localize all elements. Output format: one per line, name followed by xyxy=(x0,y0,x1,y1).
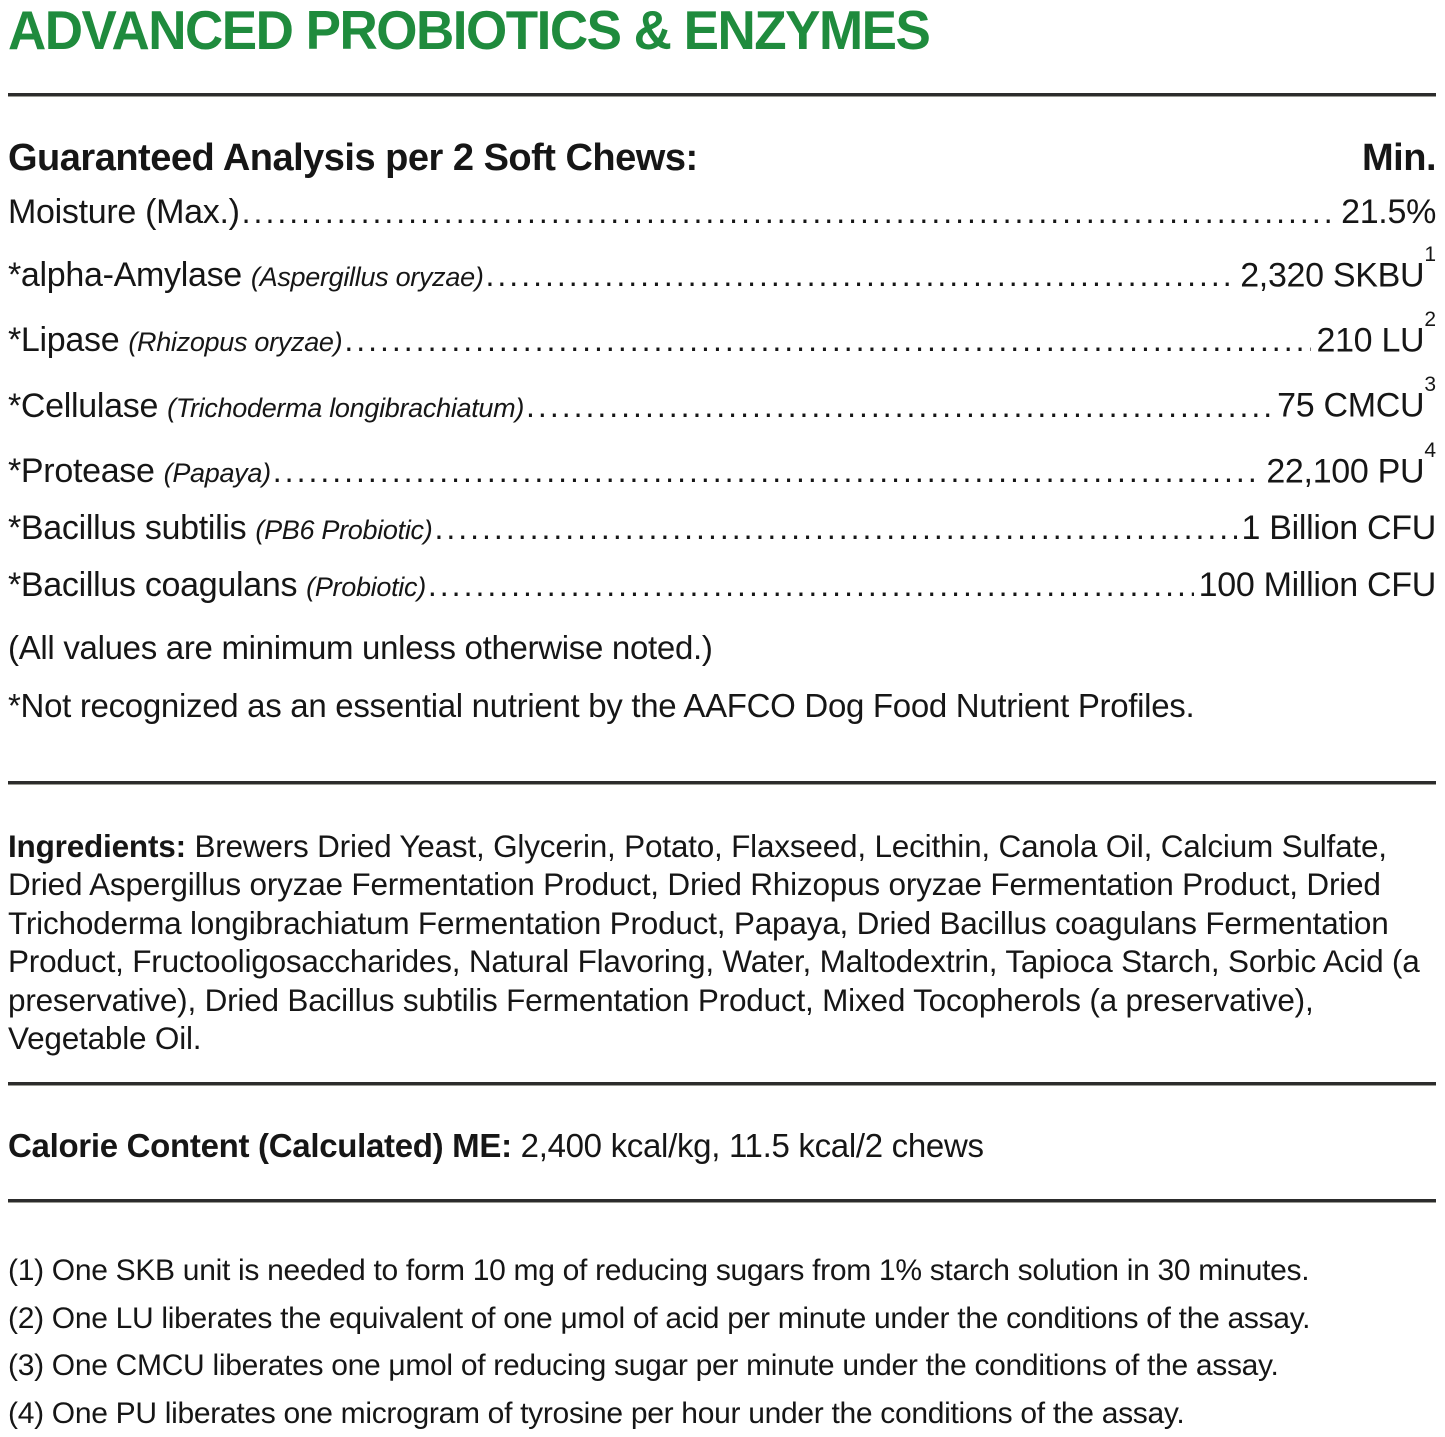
nutrient-value-text: 22,100 PU xyxy=(1266,452,1425,490)
nutrient-name: *Lipase xyxy=(8,321,120,360)
dot-leader xyxy=(242,185,1336,240)
nutrient-name: *Bacillus subtilis xyxy=(8,509,247,547)
nutrient-name: *Protease xyxy=(8,452,155,490)
divider xyxy=(8,1082,1436,1086)
guaranteed-analysis-header xyxy=(8,137,1436,181)
nutrient-value-text: 100 Million CFU xyxy=(1198,566,1436,604)
guaranteed-analysis-table xyxy=(8,185,1436,615)
footnote-pu: (4) One PU liberates one microgram of tyrosine per hour under the conditions of the assay. xyxy=(8,1396,1185,1430)
nutrient-value xyxy=(1266,436,1436,499)
nutrient-source: (Rhizopus oryzae) xyxy=(128,327,343,358)
divider xyxy=(8,781,1436,785)
footnote-skb: (1) One SKB unit is needed to form 10 mg of reducing sugars from 1% starch solution in 30 minutes. xyxy=(8,1254,1310,1288)
nutrient-value-text: 210 LU xyxy=(1316,321,1425,360)
nutrient-source: (PB6 Probiotic) xyxy=(255,515,433,545)
dot-leader xyxy=(273,444,1262,499)
footnote-ref: 4 xyxy=(1424,438,1436,462)
dot-leader xyxy=(428,558,1194,613)
dot-leader xyxy=(344,313,1311,368)
dot-leader xyxy=(434,501,1236,556)
footnote-lu: (2) One LU liberates the equivalent of one μmol of acid per minute under the conditions of the assay. xyxy=(8,1301,1311,1335)
nutrient-value xyxy=(1240,240,1436,303)
nutrient-value xyxy=(1341,185,1436,240)
nutrient-source: (Trichoderma longibrachiatum) xyxy=(167,392,525,423)
guaranteed-analysis-heading: Guaranteed Analysis per 2 Soft Chews: xyxy=(8,137,698,179)
footnote-ref: 3 xyxy=(1424,373,1436,397)
nutrient-name: *Bacillus coagulans xyxy=(8,566,298,604)
product-title: ADVANCED PROBIOTICS & ENZYMES xyxy=(8,0,930,62)
nutrient-value xyxy=(1316,305,1436,368)
analysis-row-moisture xyxy=(8,185,1436,240)
nutrient-value xyxy=(1199,558,1436,613)
nutrient-name: Moisture (Max.) xyxy=(8,192,240,231)
nutrient-value xyxy=(1242,501,1437,556)
dot-leader xyxy=(526,379,1272,434)
nutrient-value-text: 75 CMCU xyxy=(1277,386,1425,425)
analysis-row-protease xyxy=(8,436,1436,501)
nutrient-value-text: 21.5% xyxy=(1341,192,1436,231)
ingredients-list: Brewers Dried Yeast, Glycerin, Potato, Flaxseed, Lecithin, Canola Oil, Calcium Sulfate, Dried Aspergillus oryzae Fermentation Product, Dried Rhizopus oryzae Fermentation Product, Dried Trichoderma longibrachiatum Fermentation Product, Papaya, Dried Bacillus coagulans Fermentation Product, Fructooligosaccharides, Natural Flavoring, Water, Maltodextrin, Tapioca Starch, Sorbic Acid (a preservative), Dried Bacillus subtilis Fermentation Product, Mixed Tocopherols (a preservative), Vegetable Oil. xyxy=(8,827,1420,1056)
min-column-label: Min. xyxy=(1362,137,1436,179)
nutrient-value xyxy=(1277,370,1436,433)
divider xyxy=(8,1199,1436,1203)
analysis-row-bacillus-subtilis xyxy=(8,501,1436,558)
nutrient-value-text: 1 Billion CFU xyxy=(1241,509,1436,547)
aafco-note: *Not recognized as an essential nutrient by the AAFCO Dog Food Nutrient Profiles. xyxy=(8,687,1195,725)
footnote-ref: 2 xyxy=(1424,308,1436,332)
footnotes-section xyxy=(8,1247,1436,1437)
analysis-row-alpha-amylase xyxy=(8,240,1436,305)
footnote-cmcu: (3) One CMCU liberates one μmol of reducing sugar per minute under the conditions of the assay. xyxy=(8,1349,1279,1383)
analysis-row-bacillus-coagulans xyxy=(8,558,1436,615)
footnote-ref: 1 xyxy=(1424,242,1436,266)
nutrient-source: (Aspergillus oryzae) xyxy=(250,262,484,293)
nutrient-source: (Probiotic) xyxy=(306,572,426,602)
calorie-content-label: Calorie Content (Calculated) ME: xyxy=(8,1126,512,1164)
nutrient-name: *Cellulase xyxy=(8,386,159,425)
nutrient-name: *alpha-Amylase xyxy=(8,256,242,295)
ingredients-label: Ingredients: xyxy=(8,827,186,864)
dot-leader xyxy=(486,248,1236,303)
minimum-values-note: (All values are minimum unless otherwise noted.) xyxy=(8,629,713,666)
nutrient-source: (Papaya) xyxy=(163,458,271,488)
calorie-content-value: 2,400 kcal/kg, 11.5 kcal/2 chews xyxy=(520,1126,984,1164)
ingredients-paragraph xyxy=(8,827,1436,1058)
analysis-row-cellulase xyxy=(8,370,1436,435)
nutrient-value-text: 2,320 SKBU xyxy=(1240,256,1425,295)
analysis-row-lipase xyxy=(8,305,1436,370)
divider xyxy=(8,93,1436,97)
calorie-content-line xyxy=(8,1126,1436,1166)
